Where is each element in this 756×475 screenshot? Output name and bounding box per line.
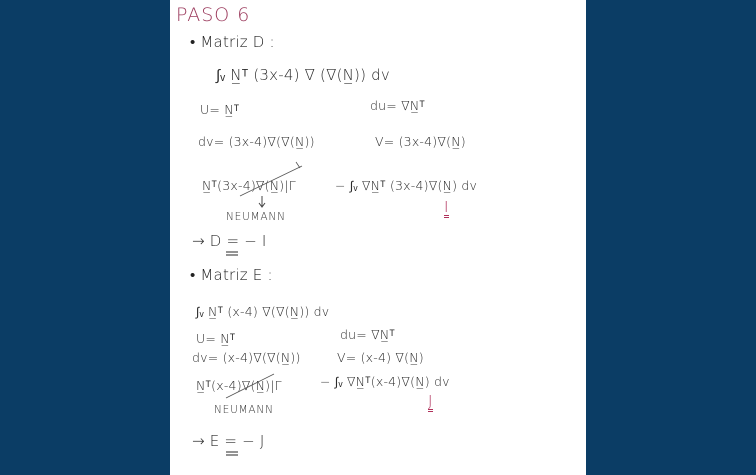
u-definition-d: U= N̲ᵀ	[200, 102, 240, 117]
du-definition-d: du= ∇N̲ᵀ	[370, 98, 426, 113]
dv-definition-d: dv= (3x-4)∇(∇(N̲))	[198, 134, 315, 149]
tick-mark-d	[296, 162, 300, 168]
section-heading-e: • Matriz E :	[190, 266, 273, 284]
notes-page	[170, 0, 586, 475]
v-definition-d: V= (3x-4)∇(N̲)	[375, 134, 466, 149]
section-heading-d: • Matriz D :	[190, 33, 275, 51]
result-d: → D = − I	[192, 232, 267, 250]
dv-definition-e: dv= (x-4)∇(∇(N̲))	[192, 350, 301, 365]
page-title: PASO 6	[176, 4, 251, 26]
strike-line-e	[226, 374, 274, 398]
neumann-note-d: NEUMANN	[226, 211, 286, 223]
integral-e: ∫ᵥ N̲ᵀ (x-4) ∇(∇(N̲)) dv	[196, 304, 330, 319]
u-definition-e: U= N̲ᵀ	[196, 331, 236, 346]
matrix-label-i: I	[444, 198, 449, 216]
matrix-label-j: J	[428, 392, 433, 410]
boundary-term-d: N̲ᵀ(3x-4)∇(N̲)|Γ	[202, 178, 296, 193]
boundary-term-e: N̲ᵀ(x-4)∇(N̲)|Γ	[196, 378, 282, 393]
annotation-marks	[170, 0, 586, 475]
domain-term-e: − ∫ᵥ ∇N̲ᵀ(x-4)∇(N̲) dv	[320, 374, 450, 389]
v-definition-e: V= (x-4) ∇(N̲)	[337, 350, 424, 365]
integral-d: ∫ᵥ N̲ᵀ (3x-4) ∇ (∇(N̲)) dv	[216, 66, 390, 84]
neumann-note-e: NEUMANN	[214, 404, 274, 416]
du-definition-e: du= ∇N̲ᵀ	[340, 327, 396, 342]
strike-line-d	[240, 166, 302, 196]
domain-term-d: − ∫ᵥ ∇N̲ᵀ (3x-4)∇(N̲) dv	[335, 178, 478, 193]
result-e: → E = − J	[192, 432, 265, 450]
